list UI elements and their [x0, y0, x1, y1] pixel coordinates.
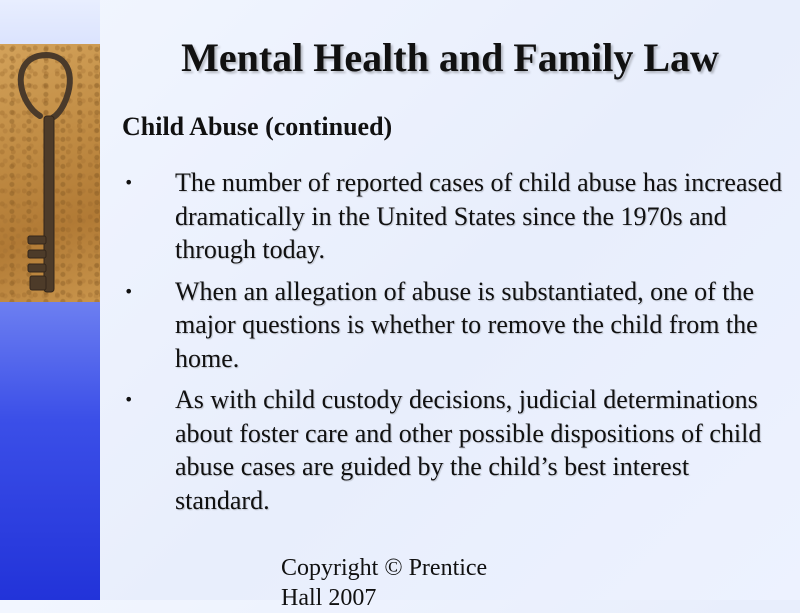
bullet-icon: •: [124, 173, 134, 192]
bullet-item-3: [120, 383, 790, 517]
key-icon: [0, 44, 100, 302]
bullet-item-2: [120, 275, 790, 376]
copyright-footer: Copyright © Prentice Hall 2007: [281, 555, 488, 611]
bullet-icon: •: [124, 390, 134, 409]
bullet-icon: •: [124, 281, 134, 301]
slide-title: Mental Health and Family Law: [181, 35, 719, 80]
key-photo: [0, 44, 100, 302]
bullet-text: The number of reported cases of child abuse has increased dramatically in the United States since the 1970s and through today.: [175, 168, 783, 264]
bullet-list: [120, 166, 790, 525]
bullet-text: When an allegation of abuse is substantiated, one of the major questions is whether to remove the child from the home.: [175, 276, 758, 373]
bullet-item-1: [120, 166, 790, 267]
slide-subtitle: Child Abuse (continued): [122, 112, 393, 141]
bullet-text: As with child custody decisions, judicial determinations about foster care and other possible dispositions of child abuse cases are guided by the child’s best interest standard.: [175, 385, 762, 515]
